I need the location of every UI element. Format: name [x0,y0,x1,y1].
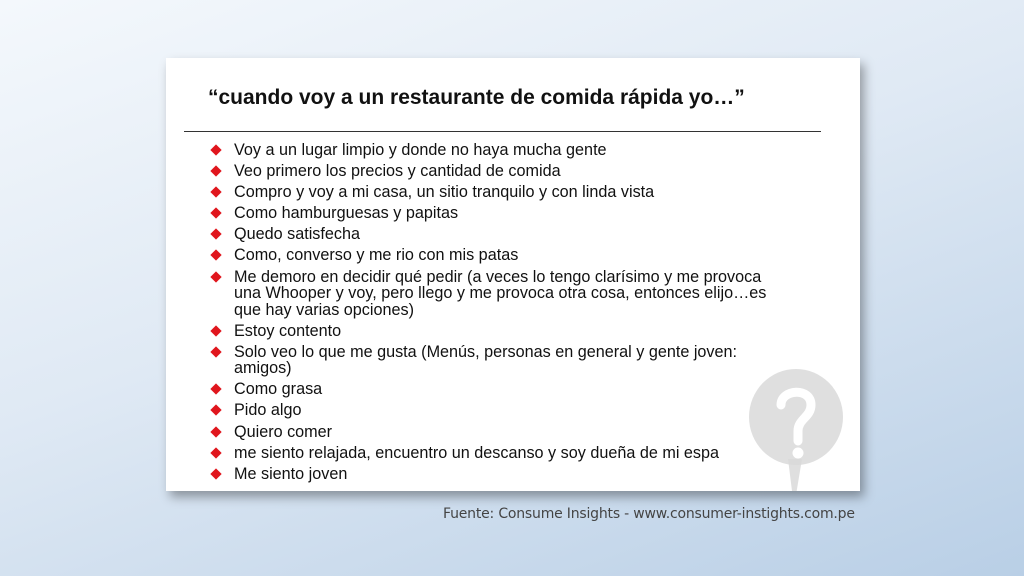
list-item: Pido algo [210,402,830,419]
source-caption: Fuente: Consume Insights - www.consumer-instights.com.pe [443,506,855,522]
diamond-bullet-icon [210,346,221,357]
list-item: Me siento joven [210,466,830,483]
slide-card [166,58,860,491]
list-item: Como grasa [210,381,830,398]
list-item: Quedo satisfecha [210,226,830,243]
list-item: Veo primero los precios y cantidad de comida [210,163,830,180]
diamond-bullet-icon [210,426,221,437]
list-item: Me demoro en decidir qué pedir (a veces lo tengo clarísimo y me provoca una Whooper y voy, pero llego y me provoca otra cosa, entonces elijo…es que hay varias opciones) [210,269,830,319]
diamond-bullet-icon [210,447,221,458]
list-item: Solo veo lo que me gusta (Menús, personas en general y gente joven: amigos) [210,344,830,377]
diamond-bullet-icon [210,187,221,198]
list-item: Quiero comer [210,424,830,441]
diamond-bullet-icon [210,144,221,155]
list-item: Compro y voy a mi casa, un sitio tranquilo y con linda vista [210,184,830,201]
title-divider [184,131,821,132]
list-item: Voy a un lugar limpio y donde no haya mucha gente [210,142,830,159]
diamond-bullet-icon [210,250,221,261]
diamond-bullet-icon [210,384,221,395]
diamond-bullet-icon [210,208,221,219]
diamond-bullet-icon [210,405,221,416]
list-item: Como hamburguesas y papitas [210,205,830,222]
list-item: Estoy contento [210,323,830,340]
slide-title: “cuando voy a un restaurante de comida rápida yo…” [208,86,745,109]
diamond-bullet-icon [210,229,221,240]
diamond-bullet-icon [210,325,221,336]
question-mark-balloon-icon [748,367,844,491]
diamond-bullet-icon [210,165,221,176]
list-item: Como, converso y me rio con mis patas [210,247,830,264]
diamond-bullet-icon [210,468,221,479]
list-item: me siento relajada, encuentro un descanso y soy dueña de mi espa [210,445,830,462]
bullet-list [210,142,830,487]
diamond-bullet-icon [210,271,221,282]
